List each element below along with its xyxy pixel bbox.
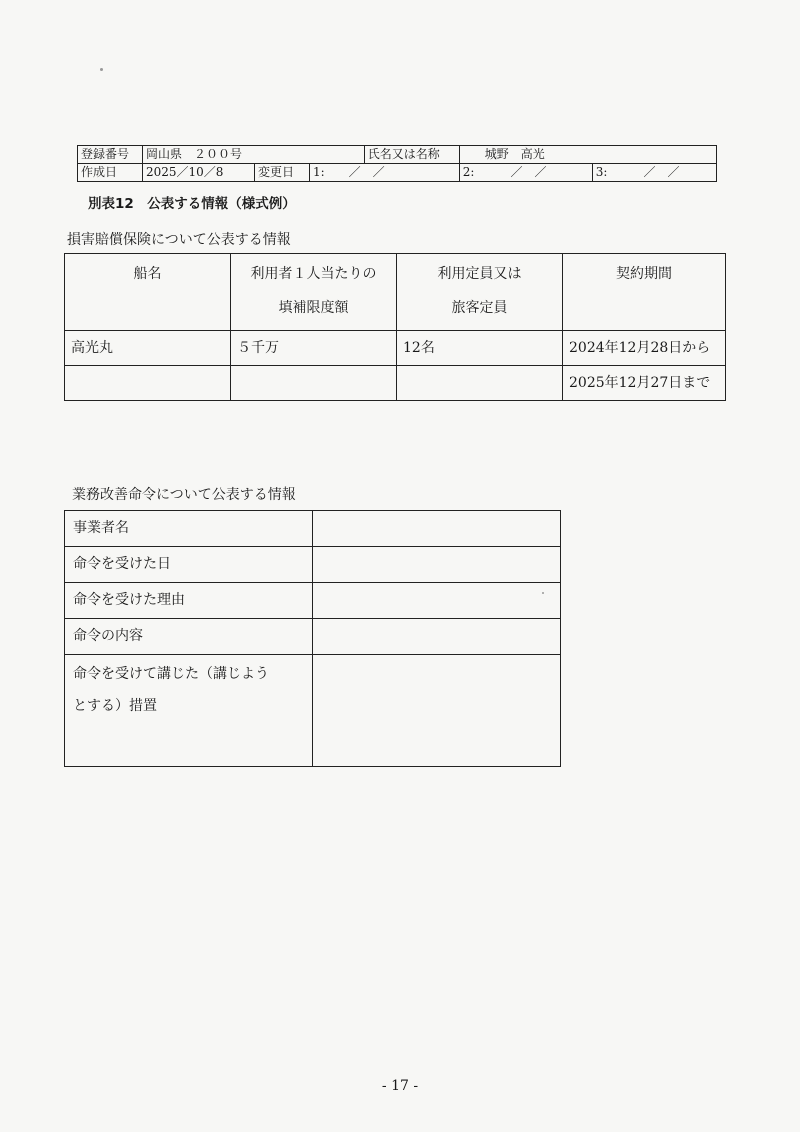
order-row: [65, 583, 561, 619]
header-line: 船名: [133, 266, 162, 282]
order-row: [65, 655, 561, 767]
header-line: 填補限度額: [278, 300, 349, 316]
order-label-operator: 事業者名: [65, 511, 313, 547]
header-compensation-limit: [231, 254, 397, 331]
label-line: とする）措置: [73, 698, 157, 714]
header-line: 契約期間: [616, 266, 672, 282]
order-value-measures: [313, 655, 561, 767]
header-capacity: [397, 254, 563, 331]
header-line: 旅客定員: [451, 300, 508, 316]
reg-no-label: 登録番号: [78, 146, 143, 164]
order-label-measures: [65, 655, 313, 767]
name-value-text: 城野 高光: [484, 147, 545, 161]
order-label-reason: 命令を受けた理由: [65, 583, 313, 619]
registration-row-2: [78, 164, 717, 182]
order-table: [64, 510, 561, 767]
order-value-content: [313, 619, 561, 655]
table-title: 別表12 公表する情報（様式例）: [88, 196, 296, 212]
cell-compensation-limit: [231, 366, 397, 401]
created-value: 2025／10／8: [143, 164, 255, 182]
insurance-row: [65, 331, 726, 366]
name-value: [459, 146, 716, 164]
insurance-row: [65, 366, 726, 401]
order-label-content: 命令の内容: [65, 619, 313, 655]
order-row: [65, 511, 561, 547]
cell-contract-end: 2025年12月27日まで: [563, 366, 726, 401]
cell-ship-name: [65, 366, 231, 401]
insurance-title: 損害賠償保険について公表する情報: [67, 232, 291, 248]
header-line: 利用者１人当たりの: [250, 266, 377, 282]
change-3: 3: ／ ／: [592, 164, 716, 182]
change-1: 1: ／ ／: [310, 164, 460, 182]
order-row: [65, 547, 561, 583]
insurance-header-row: [65, 254, 726, 331]
order-title: 業務改善命令について公表する情報: [72, 487, 296, 503]
cell-capacity: 12名: [397, 331, 563, 366]
cell-contract-start: 2024年12月28日から: [563, 331, 726, 366]
header-line: 利用定員又は: [437, 266, 522, 282]
order-value-date: [313, 547, 561, 583]
change-2: 2: ／ ／: [459, 164, 592, 182]
name-label: 氏名又は名称: [364, 146, 459, 164]
order-row: [65, 619, 561, 655]
page-number: - 17 -: [381, 1078, 419, 1094]
created-label: 作成日: [78, 164, 143, 182]
label-line: 命令を受けて講じた（講じよう: [73, 666, 269, 682]
scan-speck: [100, 68, 103, 71]
order-label-date: 命令を受けた日: [65, 547, 313, 583]
insurance-table: [64, 253, 726, 401]
cell-ship-name: 高光丸: [65, 331, 231, 366]
order-value-operator: [313, 511, 561, 547]
changed-label: 変更日: [255, 164, 310, 182]
header-contract-period: [563, 254, 726, 331]
cell-compensation-limit: ５千万: [231, 331, 397, 366]
order-value-reason: [313, 583, 561, 619]
reg-no-value: 岡山県 ２００号: [143, 146, 365, 164]
header-ship-name: [65, 254, 231, 331]
cell-capacity: [397, 366, 563, 401]
registration-row-1: [78, 146, 717, 164]
registration-table: [77, 145, 717, 182]
